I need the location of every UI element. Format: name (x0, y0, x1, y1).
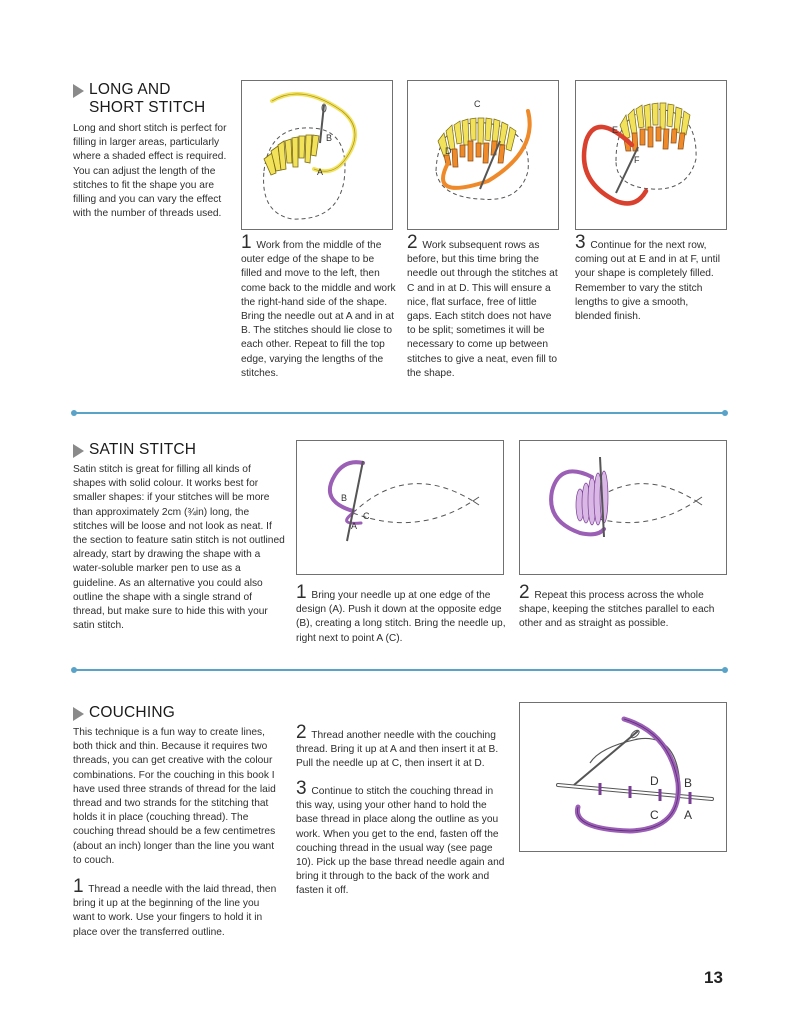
step-text: Thread another needle with the couching thread. Bring it up at A and then insert it at B. Pull the needle up at C, then insert it at D. (296, 730, 499, 770)
label-f: F (634, 155, 640, 165)
label-a: A (684, 808, 693, 822)
label-d: D (445, 146, 452, 156)
step-number: 2 (296, 722, 307, 743)
couching-drawing (520, 703, 726, 851)
step-text: Continue to stitch the couching thread in this way, using your other hand to hold the base thread in place along the outline as you work. When you get to the end, fasten off the couching thread in the usual way (see page 10). Pick up the base thread needle again and bring it through to the back of the work and fasten it off. (296, 786, 505, 897)
triangle-bullet-icon (73, 707, 84, 721)
satin-step-2 (519, 582, 729, 632)
long-short-step1-drawing (242, 81, 392, 229)
step-number: 3 (296, 778, 307, 799)
long-short-step2-drawing (408, 81, 558, 229)
step-text: Repeat this process across the whole shape, keeping the stitches parallel to each other and as straight as possible. (519, 590, 715, 630)
long-short-heading (73, 81, 233, 119)
long-short-step-3 (575, 232, 725, 324)
step-number: 3 (575, 232, 586, 253)
divider-dot-right (722, 410, 728, 416)
label-c: C (474, 99, 481, 109)
step-text: Continue for the next row, coming out at E and in at F, until your shape is completely filled. Remember to vary the stitch lengths to give a smooth, blended finish. (575, 240, 720, 323)
couching-heading (73, 704, 273, 724)
couching-intro: This technique is a fun way to create lines, both thick and thin. Because it requires two threads, you can get creative with the colour combinations. For the couching in this book I have used three strands of thread for the laid thread and two strands for the stitching that holds it in place (couching thread). The couching thread should be a few centimetres (about an inch) longer than the line you want to couch. (73, 727, 276, 866)
label-b: B (341, 493, 348, 503)
couching-illustration (519, 702, 727, 852)
step-number: 1 (296, 582, 307, 603)
step-text: Bring your needle up at one edge of the design (A). Push it down at the opposite edge (B), creating a long stitch. Bring the needle up, right next to point A (C). (296, 590, 506, 644)
long-short-illustration-2 (407, 80, 559, 230)
long-short-step-2 (407, 232, 562, 381)
satin-illustration-2 (519, 440, 727, 575)
satin-step2-drawing (520, 441, 726, 574)
satin-illustration-1 (296, 440, 504, 575)
satin-intro: Satin stitch is great for filling all kinds of shapes with solid colour. It works best for smaller shapes: if your stitches will be more than approximately 2cm (¾in) long, the stitches will be loose and not look as neat. If the section to feature satin stitch is not outlined already, start by drawing the shape with a water-soluble marker pen to use as a guideline. As an alternative you could also outline the shape with a single strand of thread, but make sure to hide this with your satin stitch. (73, 464, 285, 632)
section-divider (74, 412, 726, 414)
divider-dot-right (722, 667, 728, 673)
couching-heading-text: COUCHING (89, 704, 175, 721)
couching-step-3 (296, 778, 508, 899)
label-c: C (363, 511, 370, 521)
label-e: E (612, 125, 619, 135)
step-number: 1 (73, 876, 84, 897)
step-text: Work from the middle of the outer edge of the shape to be filled and move to the left, then come back to the middle and work the right-hand side of the shape. Bring the needle out at A and in at B. The stitches should lie close to each other. Repeat to fill the top edge, varying the lengths of the stitches. (241, 240, 396, 379)
section-divider (74, 669, 726, 671)
page-number: 13 (704, 968, 723, 987)
step-number: 2 (407, 232, 418, 253)
long-short-intro: Long and short stitch is perfect for filling in larger areas, particularly where a shaded effect is required. You can adjust the length of the stitches to fit the shape you are filling and you can vary the effect with the number of threads used. (73, 123, 227, 220)
satin-step-1 (296, 582, 506, 646)
long-short-heading-text: LONG AND SHORT STITCH (89, 81, 206, 116)
couching-step-1 (73, 876, 283, 940)
label-b: B (684, 776, 693, 790)
label-c: C (650, 808, 659, 822)
step-text: Work subsequent rows as before, but this time bring the needle out through the stitches at C and in at D. This will ensure a nice, flat surface, free of little gaps. Each stitch does not have to be split; sometimes it will be necessary to come up between stitches to give a neat, even fill to the shape. (407, 240, 558, 379)
satin-heading (73, 441, 273, 461)
long-short-illustration-1 (241, 80, 393, 230)
triangle-bullet-icon (73, 84, 84, 98)
label-b: B (326, 133, 333, 143)
label-d: D (650, 774, 659, 788)
label-a: A (351, 521, 358, 531)
label-a: A (317, 167, 324, 177)
satin-heading-text: SATIN STITCH (89, 441, 197, 458)
step-text: Thread a needle with the laid thread, then bring it up at the beginning of the line you want to work. Use your fingers to hold it in place over the transferred outline. (73, 884, 277, 938)
long-short-step-1 (241, 232, 396, 381)
couching-step-2 (296, 722, 508, 772)
triangle-bullet-icon (73, 444, 84, 458)
long-short-step3-drawing (576, 81, 726, 229)
satin-step1-drawing (297, 441, 503, 574)
step-number: 1 (241, 232, 252, 253)
step-number: 2 (519, 582, 530, 603)
long-short-illustration-3 (575, 80, 727, 230)
